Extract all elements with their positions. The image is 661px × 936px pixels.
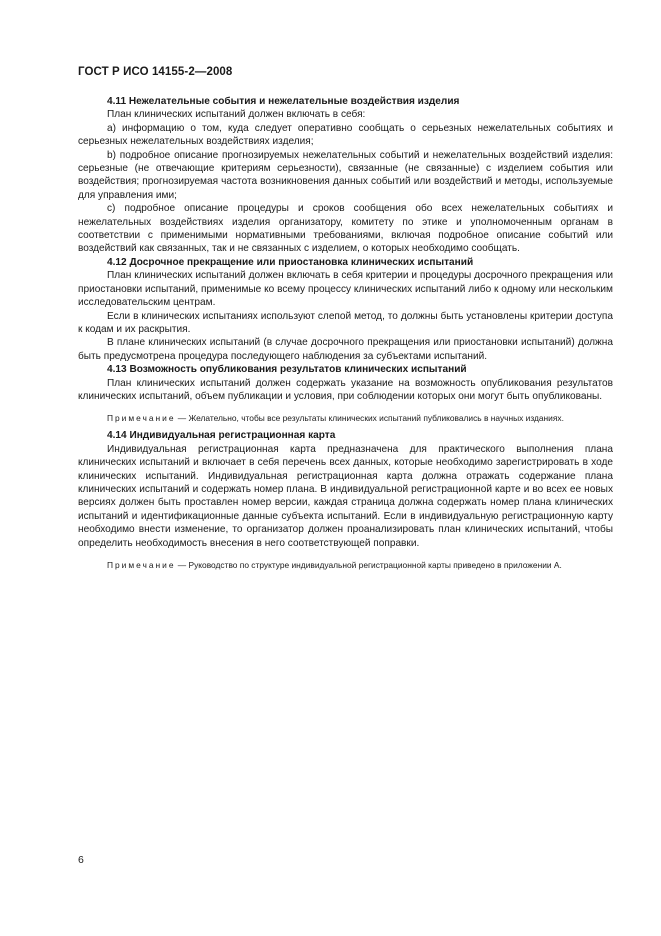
paragraph: В плане клинических испытаний (в случае досрочного прекращения или приостановки испытаний) должна быть предусмотрена процедура последующего наблюдения за субъектами испытаний. [78,337,613,362]
section-4-12 [78,256,613,363]
paragraph: b) подробное описание прогнозируемых нежелательных событий и нежелательных воздействий изделия: серьезные (не отвечающие критериям серьезности), связанные (не связанные) с изделием события или воздействия; прогнозируемая частота возникновения данных событий или воздействий и методы, используемые для управления ими; [78,149,613,201]
document-body [78,95,613,576]
note-text: — Желательно, чтобы все результаты клинических испытаний публиковались в научных изданиях. [175,413,564,424]
page-number: 6 [78,854,84,866]
note [78,412,613,424]
section-heading: 4.11 Нежелательные события и нежелательные воздействия изделия [107,96,460,107]
paragraph: План клинических испытаний должен включать в себя критерии и процедуры досрочного прекращения или приостановки испытаний, применимые ко всему процессу клинических испытаний либо к одному или нескольким исследовательским центрам. [78,270,613,309]
standard-header: ГОСТ Р ИСО 14155-2—2008 [78,66,233,78]
paragraph: Если в клинических испытаниях используют слепой метод, то должны быть установлены критерии доступа к кодам и их раскрытия. [78,310,613,335]
section-heading: 4.14 Индивидуальная регистрационная карта [107,430,336,442]
note-label: Примечание [107,413,176,424]
paragraph: а) информацию о том, куда следует оперативно сообщать о серьезных нежелательных событиях и серьезных нежелательных воздействиях изделия; [78,122,613,148]
note [78,559,613,571]
section-heading: 4.12 Досрочное прекращение или приостановка клинических испытаний [107,256,474,268]
section-4-14 [78,429,613,571]
paragraph: Индивидуальная регистрационная карта предназначена для практического выполнения плана клинических испытаний и включает в себя перечень всех данных, которые необходимо зарегистрировать в ходе клинических испытаний. Индивидуальная регистрационная карта должна отражать содержание плана клинических испытаний и содержать номер плана. В индивидуальной регистрационной карте и во всех ее новых версиях должен быть проставлен номер версии, каждая страница должна содержать номер плана клинических испытаний и идентификационные данные субъекта испытаний. Если в индивидуальную регистрационную карту необходимо внести изменение, то организатор должен проанализировать план клинических испытаний, чтобы определить необходимость внесения в него соответствующей поправки. [78,443,613,549]
note-text: — Руководство по структуре индивидуальной регистрационной карты приведено в приложении А. [175,560,562,570]
section-heading: 4.13 Возможность опубликования результатов клинических испытаний [107,364,467,376]
paragraph: c) подробное описание процедуры и сроков сообщения обо всех нежелательных событиях и нежелательных воздействиях изделия организатору, комитету по этике и уполномоченным органам в соответствии с применимыми нормативными требованиями, включая подробное описание событий или воздействий как связанных, так и не связанных с изделием, о которых необходимо сообщать. [78,203,613,255]
section-4-11 [78,95,613,256]
paragraph: План клинических испытаний должен содержать указание на возможность опубликования результатов клинических испытаний, объем публикации и условия, при соблюдении которых они могут быть опубликованы. [78,377,613,402]
paragraph: План клинических испытаний должен включать в себя: [107,109,366,121]
note-label: Примечание [107,560,176,570]
section-4-13 [78,363,613,424]
